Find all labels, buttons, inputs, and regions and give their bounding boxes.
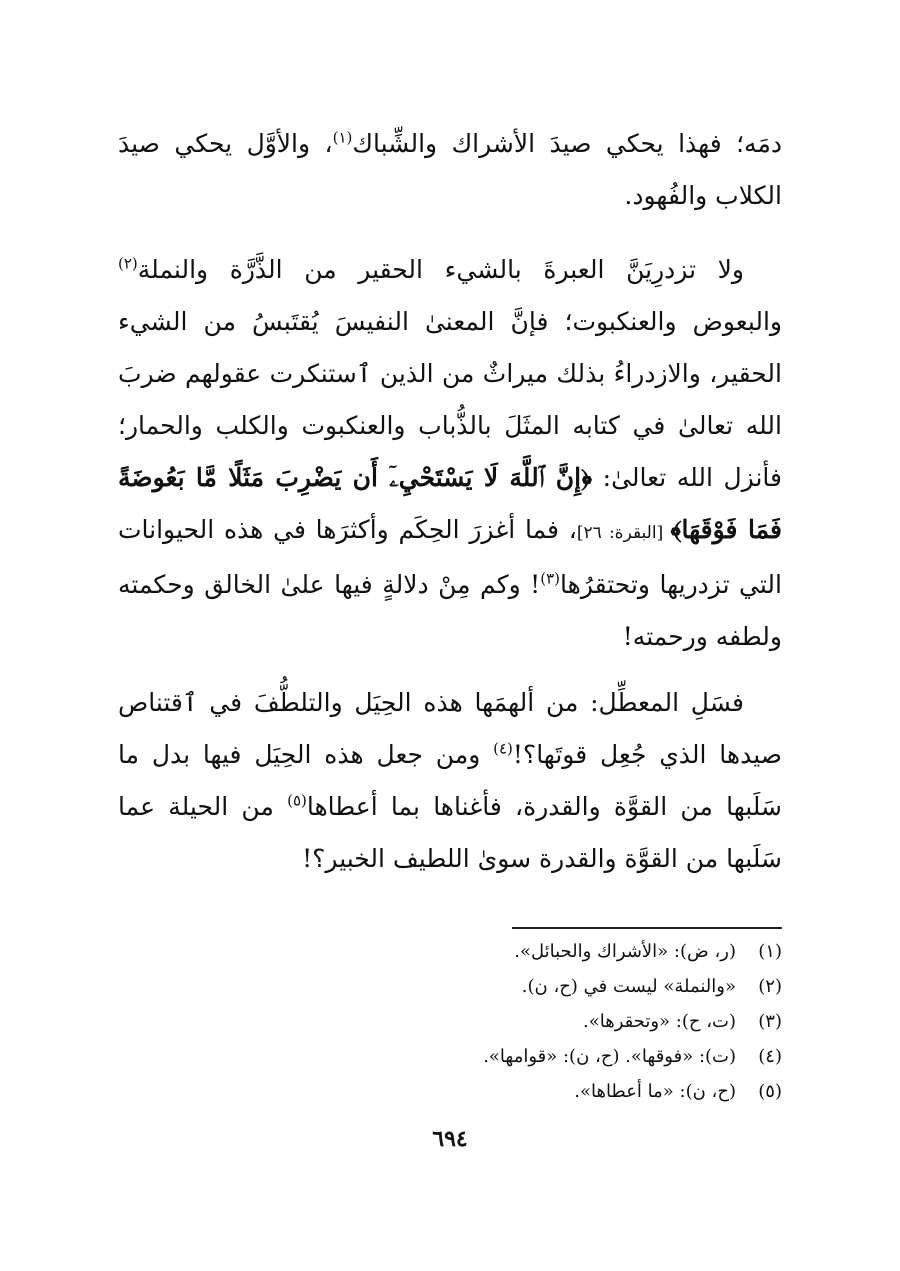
footnote-ref-3: (٣) [540,569,561,588]
footnote-separator [512,927,782,929]
footnote-text: (ت، ح): «وتحقرها». [582,1011,736,1032]
footnote-item [118,1039,782,1074]
text-segment: والبعوض والعنكبوت؛ فإنَّ المعنىٰ النفيسَ يُقتَبسُ من الشيء الحقير، والازدراءُ بذلك ميراثٌ من الذين ٱستنكرت عقولهم ضربَ الله تعالىٰ في كتابه المثَلَ بالذُّباب والعنكبوت والكلب والحمار؛ فأنزل الله تعالىٰ: [118,307,783,492]
footnote-ref-1: (١) [332,128,353,147]
footnote-item [118,1004,782,1039]
text-segment: ، فما أغزرَ الحِكَم وأكثرَها في هذه الحيوانات التي تزدريها وتحتقرُها [118,515,782,599]
paragraph-1 [118,118,782,222]
quran-verse: ﴿إِنَّ ٱللَّهَ لَا يَسْتَحْيِۦٓ أَن يَضْرِبَ مَثَلًا مَّا بَعُوضَةً فَمَا فَوْقَهَا﴾ [118,463,782,544]
main-text [118,118,782,899]
footnote-ref-5: (٥) [287,791,307,810]
text-segment: فسَلِ المعطِّل: من ألهمَها هذه الحِيَل والتلطُّفَ في ٱقتناص صيدها الذي جُعِل قوتَها؟! [118,688,782,769]
footnote-text: (ر، ض): «الأشراك والحبائل». [514,941,736,962]
paragraph-2 [118,244,782,663]
footnote-text: (ت): «فوقها». (ح، ن): «قوامها». [483,1046,736,1067]
text-segment: ومن جعل هذه الحِيَل فيها بدل ما سَلَبها من القوَّة والقدرة، فأغناها بما أعطاها [118,740,782,821]
text-segment: من الحيلة عما سَلَبها من القوَّة والقدرة سوىٰ اللطيف الخبير؟! [118,792,782,873]
text-segment: ! وكم مِنْ دلالةٍ فيها علىٰ الخالق وحكمته ولطفه ورحمته! [118,570,782,651]
footnote-number: (١) [758,941,782,962]
paragraph-3 [118,677,782,885]
page-number: ٦٩٤ [432,1126,468,1152]
verse-reference: [البقرة: ٢٦] [576,523,671,543]
footnote-number: (٥) [758,1081,782,1102]
footnote-ref-2: (٢) [118,254,138,273]
footnote-item [118,934,782,969]
footnote-number: (٢) [758,976,782,997]
footnote-item [118,969,782,1004]
footnote-ref-4: (٤) [493,739,513,758]
text-segment: ولا تزدرِيَنَّ العبرةَ بالشيء الحقير من الذَّرَّة والنملة [137,255,744,284]
text-segment: ، والأوَّل يحكي صيدَ الكلاب والفُهود. [118,129,782,210]
footnote-text: (ح، ن): «ما أعطاها». [574,1081,736,1102]
footnotes [118,934,782,1109]
footnote-item [118,1074,782,1109]
footnote-text: «والنملة» ليست في (ح، ن). [521,976,736,997]
text-segment: دمَه؛ فهذا يحكي صيدَ الأشراك والشِّباك [352,129,782,158]
footnote-number: (٣) [758,1011,782,1032]
footnote-number: (٤) [758,1046,782,1067]
